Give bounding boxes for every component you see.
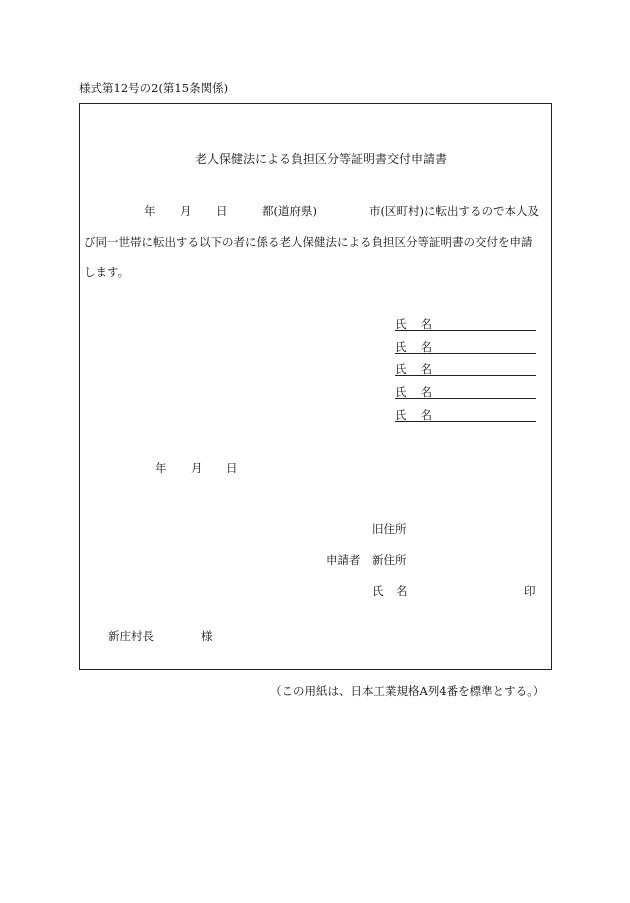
body-line3: します。 — [84, 265, 130, 279]
name-underline — [395, 316, 536, 331]
name-label-b: 名 — [420, 362, 432, 376]
name-label-b: 名 — [420, 385, 432, 399]
body-prefecture: 都(道府県) — [262, 204, 317, 218]
body-line2: び同一世帯に転出する以下の者に係る老人保健法による負担区分等証明書の交付を申請 — [84, 235, 533, 249]
new-address-label: 新住所 — [372, 553, 407, 567]
date-year: 年 — [155, 461, 167, 475]
name-underline — [395, 361, 536, 376]
date-day: 日 — [226, 461, 238, 475]
name-label-b: 名 — [420, 317, 432, 331]
seal-mark: 印 — [524, 584, 536, 598]
name-label-a: 氏 — [395, 408, 407, 422]
date-month: 月 — [191, 461, 203, 475]
honorific: 様 — [201, 629, 213, 643]
name-label-a: 氏 — [395, 340, 407, 354]
name-underline — [395, 407, 536, 422]
name-label-b: 名 — [420, 408, 432, 422]
body-year: 年 — [144, 204, 156, 218]
form-number: 様式第12号の2(第15条関係) — [79, 81, 229, 95]
footnote: （この用紙は、日本工業規格A列4番を標準とする。） — [270, 684, 545, 698]
applicant-label: 申請者 — [326, 553, 361, 567]
body-line1-tail: 市(区町村)に転出するので本人及 — [369, 204, 539, 218]
name-label-a: 氏 — [395, 317, 407, 331]
name-label-b: 名 — [420, 340, 432, 354]
name-underline — [395, 384, 536, 399]
applicant-name-a: 氏 — [372, 584, 384, 598]
name-underline — [395, 339, 536, 354]
name-label-a: 氏 — [395, 362, 407, 376]
body-day: 日 — [216, 204, 228, 218]
applicant-name-b: 名 — [396, 584, 408, 598]
page-title: 老人保健法による負担区分等証明書交付申請書 — [195, 152, 448, 166]
body-month: 月 — [180, 204, 192, 218]
old-address-label: 旧住所 — [372, 522, 407, 536]
name-label-a: 氏 — [395, 385, 407, 399]
mayor-label: 新庄村長 — [108, 629, 154, 643]
